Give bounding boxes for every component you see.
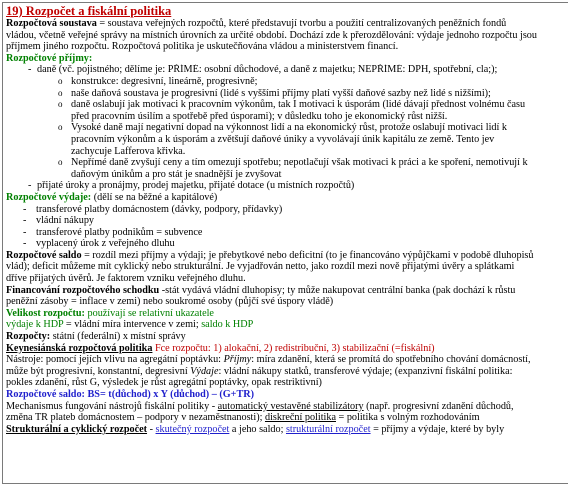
financing-line-2: peněžní zásoby = inflace v zemi) nebo soukromé osoby (půjčí své úspory vládě) <box>6 296 334 308</box>
intro-text-1: = soustava veřejných rozpočtů, které představují tvorbu a použití centralizovaných peněžních fondů <box>96 18 507 29</box>
keynes-expenditure-label: Výdaje <box>190 365 219 377</box>
revenue-sub-item <box>6 157 565 169</box>
budgets-text: státní (federální) x místní správy <box>50 331 186 343</box>
expenditure-item <box>6 227 565 239</box>
keynes-revenue-label: Příjmy <box>223 354 252 366</box>
keynes-heading: Keynesiánská rozpočtová politika <box>6 342 153 354</box>
keynes-line-3: pokles zdanění, růst G, výsledek je růst agregátní poptávky, opak restriktivní) <box>6 377 322 389</box>
keynes-functions: Fce rozpočtu: 1) alokační, 2) redistribuční, 3) stabilizační (=fiskální) <box>152 342 435 354</box>
dash-bullet-icon: - <box>28 180 32 192</box>
circle-bullet-icon: o <box>58 87 63 98</box>
intro-line-1 <box>6 18 565 30</box>
budgets-term: Rozpočty: <box>6 331 51 343</box>
balance-term: Rozpočtové saldo <box>6 249 82 261</box>
keynes-line-2 <box>6 366 565 378</box>
dash-bullet-icon: - <box>23 226 27 238</box>
saldo-formula: Rozpočtové saldo: BS= t(důchod) x Y (důchod) – (G+TR) <box>6 389 255 400</box>
page-title: 19) Rozpočet a fiskální politika <box>6 4 172 18</box>
balance-text-1: = rozdíl mezi příjmy a výdaji; je přebytkové nebo deficitní (to je financováno výpůjčkami v podobě dluhopisů <box>81 249 534 261</box>
circle-bullet-icon: o <box>58 122 63 133</box>
keynes-mechanism-line <box>6 401 565 413</box>
budgets-line <box>6 331 565 343</box>
structural-heading: Strukturální a cyklický rozpočet <box>6 423 148 435</box>
keynes-heading-line <box>6 343 565 355</box>
balance-line-3: dříve přijatých úvěrů. Je faktorem vzniku veřejného dluhu. <box>6 273 246 285</box>
keynes-text: - <box>147 423 156 435</box>
revenue-sub-text: Vysoké daně mají negativní dopad na výkonnost lidí a na ekonomický růst, protože oslabují motivaci lidí k <box>71 122 507 134</box>
discretionary-term: diskreční politika <box>264 412 336 424</box>
revenue-sub-continuation: před pracovním úsilím a spotřebě před úsporami); v důsledku toho je ekonomický růst nižší. <box>71 110 448 122</box>
dash-bullet-icon: - <box>23 215 27 227</box>
circle-bullet-icon: o <box>58 99 63 110</box>
circle-bullet-icon: o <box>58 75 63 86</box>
keynes-text: = politika s volným rozhodováním <box>335 412 480 424</box>
expenditure-text: transferové platby podnikům = subvence <box>36 226 203 238</box>
keynes-text: : míra zdanění, která se promítá do spotřebního chování domácností, <box>251 354 531 366</box>
revenue-sub-item <box>6 122 565 134</box>
actual-budget-term: skutečný rozpočet <box>155 423 230 435</box>
keynes-line-1 <box>6 354 565 366</box>
expenditure-item <box>6 204 565 216</box>
expenditure-item <box>6 215 565 227</box>
keynes-text: : vládní nákupy statků, transferové výdaje; (expanzivní fiskální politika: <box>218 365 513 377</box>
expenditure-text: transferové platby domácnostem (dávky, podpory, přídavky) <box>36 203 283 215</box>
financing-term: Financování rozpočtového schodku <box>6 284 160 296</box>
structural-budget-term: strukturální rozpočet <box>285 423 371 435</box>
keynes-text: (např. progresivní zdanění důchodů, <box>363 400 514 412</box>
revenue-heading: Rozpočtové příjmy: <box>6 52 93 64</box>
dash-bullet-icon: - <box>28 64 32 76</box>
keynes-text: změna TR plateb domácnostem – podpory v nezaměstnanosti); <box>6 412 265 424</box>
revenue-sub-item <box>6 99 565 111</box>
revenue-sub-continuation: daňovým únikům a pro stát je snadnější je zvyšovat <box>71 168 282 180</box>
expenditure-heading: Rozpočtové výdaje: <box>6 191 92 203</box>
revenue-sub-item <box>6 88 565 100</box>
size-mid: = vládní míra intervence v zemi; <box>63 319 202 331</box>
revenue-tax-text: daně (vč. pojistného; dělíme je: PŘÍMÉ: osobní důchodové, a daně z majetku; NEPŘÍMÉ: DPH, spotřební, cla;); <box>37 64 498 76</box>
keynes-line-5 <box>6 412 565 424</box>
expenditure-heading-line <box>6 192 565 204</box>
keynes-text: může být progresivní, konstantní, degresivní <box>6 365 191 377</box>
revenue-other-item <box>6 180 565 192</box>
intro-line-3: příjmem jiného rozpočtu. Rozpočtová politika je uskutečňována vládou a ministerstvem financí. <box>6 41 399 53</box>
revenue-sub-continuation: pracovním výkonům a k úsporám a zvětšují daňové úniky a vyvolávají únik kapitálu ze země. Tento jev <box>71 133 495 145</box>
circle-bullet-icon: o <box>58 157 63 168</box>
structural-line <box>6 424 565 436</box>
financing-line-1 <box>6 285 565 297</box>
revenue-sub-item <box>6 76 565 88</box>
dash-bullet-icon: - <box>23 238 27 250</box>
size-tail: saldo k HDP <box>201 319 254 331</box>
keynes-text: Mechanismus fungování nástrojů fiskální politiky - <box>6 400 218 412</box>
revenue-sub-text: Nepřímé daně zvyšují ceny a tím omezují spotřebu; nepotlačují však motivaci k práci a ke spoření, nemotivují k <box>71 157 528 169</box>
balance-line-1 <box>6 250 565 262</box>
stabilizers-term: automatický vestavěné stabilizátory <box>217 400 364 412</box>
revenue-tax-item <box>6 64 565 76</box>
expenditure-text: vládní nákupy <box>36 215 95 227</box>
keynes-text: a jeho saldo; <box>229 423 286 435</box>
balance-line-2: vlád); deficit můžeme mít cyklický nebo strukturální. Je vyjadřován netto, jako rozdíl mezi nově přijatými úvěry a splátkami <box>6 261 515 273</box>
revenue-sub-text: konstrukce: degresivní, lineárně, progresivně; <box>71 75 258 87</box>
expenditure-item <box>6 238 565 250</box>
keynes-text: = příjmy a výdaje, které by byly <box>370 423 505 435</box>
revenue-sub-text: daně oslabují jak motivaci k pracovním výkonům, tak I motivaci k úsporám (lidé dávají přednost volnému času <box>71 99 526 111</box>
revenue-other-text: přijaté úroky a pronájmy, prodej majetku, přijaté dotace (u místních rozpočtů) <box>37 180 355 192</box>
size-heading-line <box>6 308 565 320</box>
revenue-sub-continuation: zachycuje Lafferova křivka. <box>71 145 186 157</box>
size-heading: Velikost rozpočtu: <box>6 307 85 319</box>
keynes-text: Nástroje: pomocí jejích vlivu na agregátní poptávku: <box>6 354 224 366</box>
revenue-sub-text: naše daňová soustava je progresivní (lidé s vyššími příjmy platí vyšší daňové sazby než lidé s nižšími); <box>71 87 491 99</box>
dash-bullet-icon: - <box>23 203 27 215</box>
expenditure-text: vyplacený úrok z veřejného dluhu <box>36 238 175 250</box>
financing-text-1: -stát vydává vládní dluhopisy; ty může nakupovat centrální banka (pak dochází k růstu <box>159 284 516 296</box>
intro-line-2: vládou, včetně veřejné správy na místních úrovních za určité období. Dochází zde k přerozdělování: výdaje jednoho rozpočtu jsou <box>6 29 537 41</box>
size-note: používají se relativní ukazatele <box>84 307 214 319</box>
size-line <box>6 319 565 331</box>
intro-term: Rozpočtová soustava <box>6 18 97 29</box>
document-page <box>2 2 568 484</box>
expenditure-note: (dělí se na běžné a kapitálové) <box>91 191 218 203</box>
size-lead: výdaje k HDP <box>6 319 64 331</box>
